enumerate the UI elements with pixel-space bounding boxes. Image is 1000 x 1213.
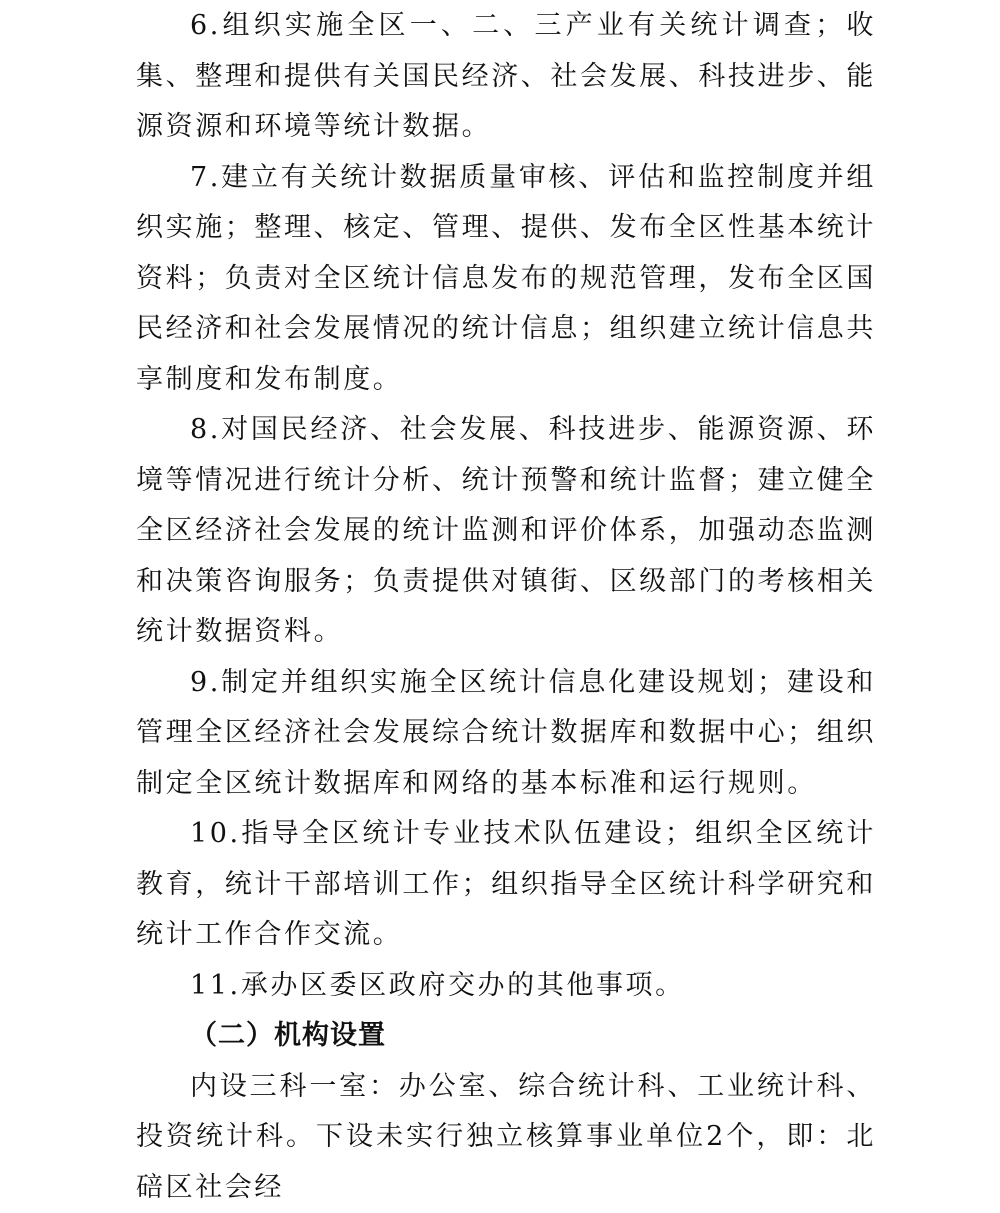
paragraph-item-6: 6.组织实施全区一、二、三产业有关统计调查；收集、整理和提供有关国民经济、社会发展、科技进步、能源资源和环境等统计数据。 [136,1,876,153]
paragraph-item-8: 8.对国民经济、社会发展、科技进步、能源资源、环境等情况进行统计分析、统计预警和统计监督；建立健全全区经济社会发展的统计监测和评价体系，加强动态监测和决策咨询服务；负责提供对镇街、区级部门的考核相关统计数据资料。 [136,405,876,658]
paragraph-item-7: 7.建立有关统计数据质量审核、评估和监控制度并组织实施；整理、核定、管理、提供、发布全区性基本统计资料；负责对全区统计信息发布的规范管理，发布全区国民经济和社会发展情况的统计信息；组织建立统计信息共享制度和发布制度。 [136,153,876,406]
paragraph-item-9: 9.制定并组织实施全区统计信息化建设规划；建设和管理全区经济社会发展综合统计数据库和数据中心；组织制定全区统计数据库和网络的基本标准和运行规则。 [136,658,876,810]
paragraph-item-11: 11.承办区委区政府交办的其他事项。 [136,961,876,1012]
section-paragraph: 内设三科一室：办公室、综合统计科、工业统计科、投资统计科。下设未实行独立核算事业单位2个，即：北碚区社会经 [136,1062,876,1213]
document-page [136,0,876,1213]
section-heading: （二）机构设置 [136,1011,876,1062]
paragraph-item-10: 10.指导全区统计专业技术队伍建设；组织全区统计教育，统计干部培训工作；组织指导全区统计科学研究和统计工作合作交流。 [136,809,876,961]
